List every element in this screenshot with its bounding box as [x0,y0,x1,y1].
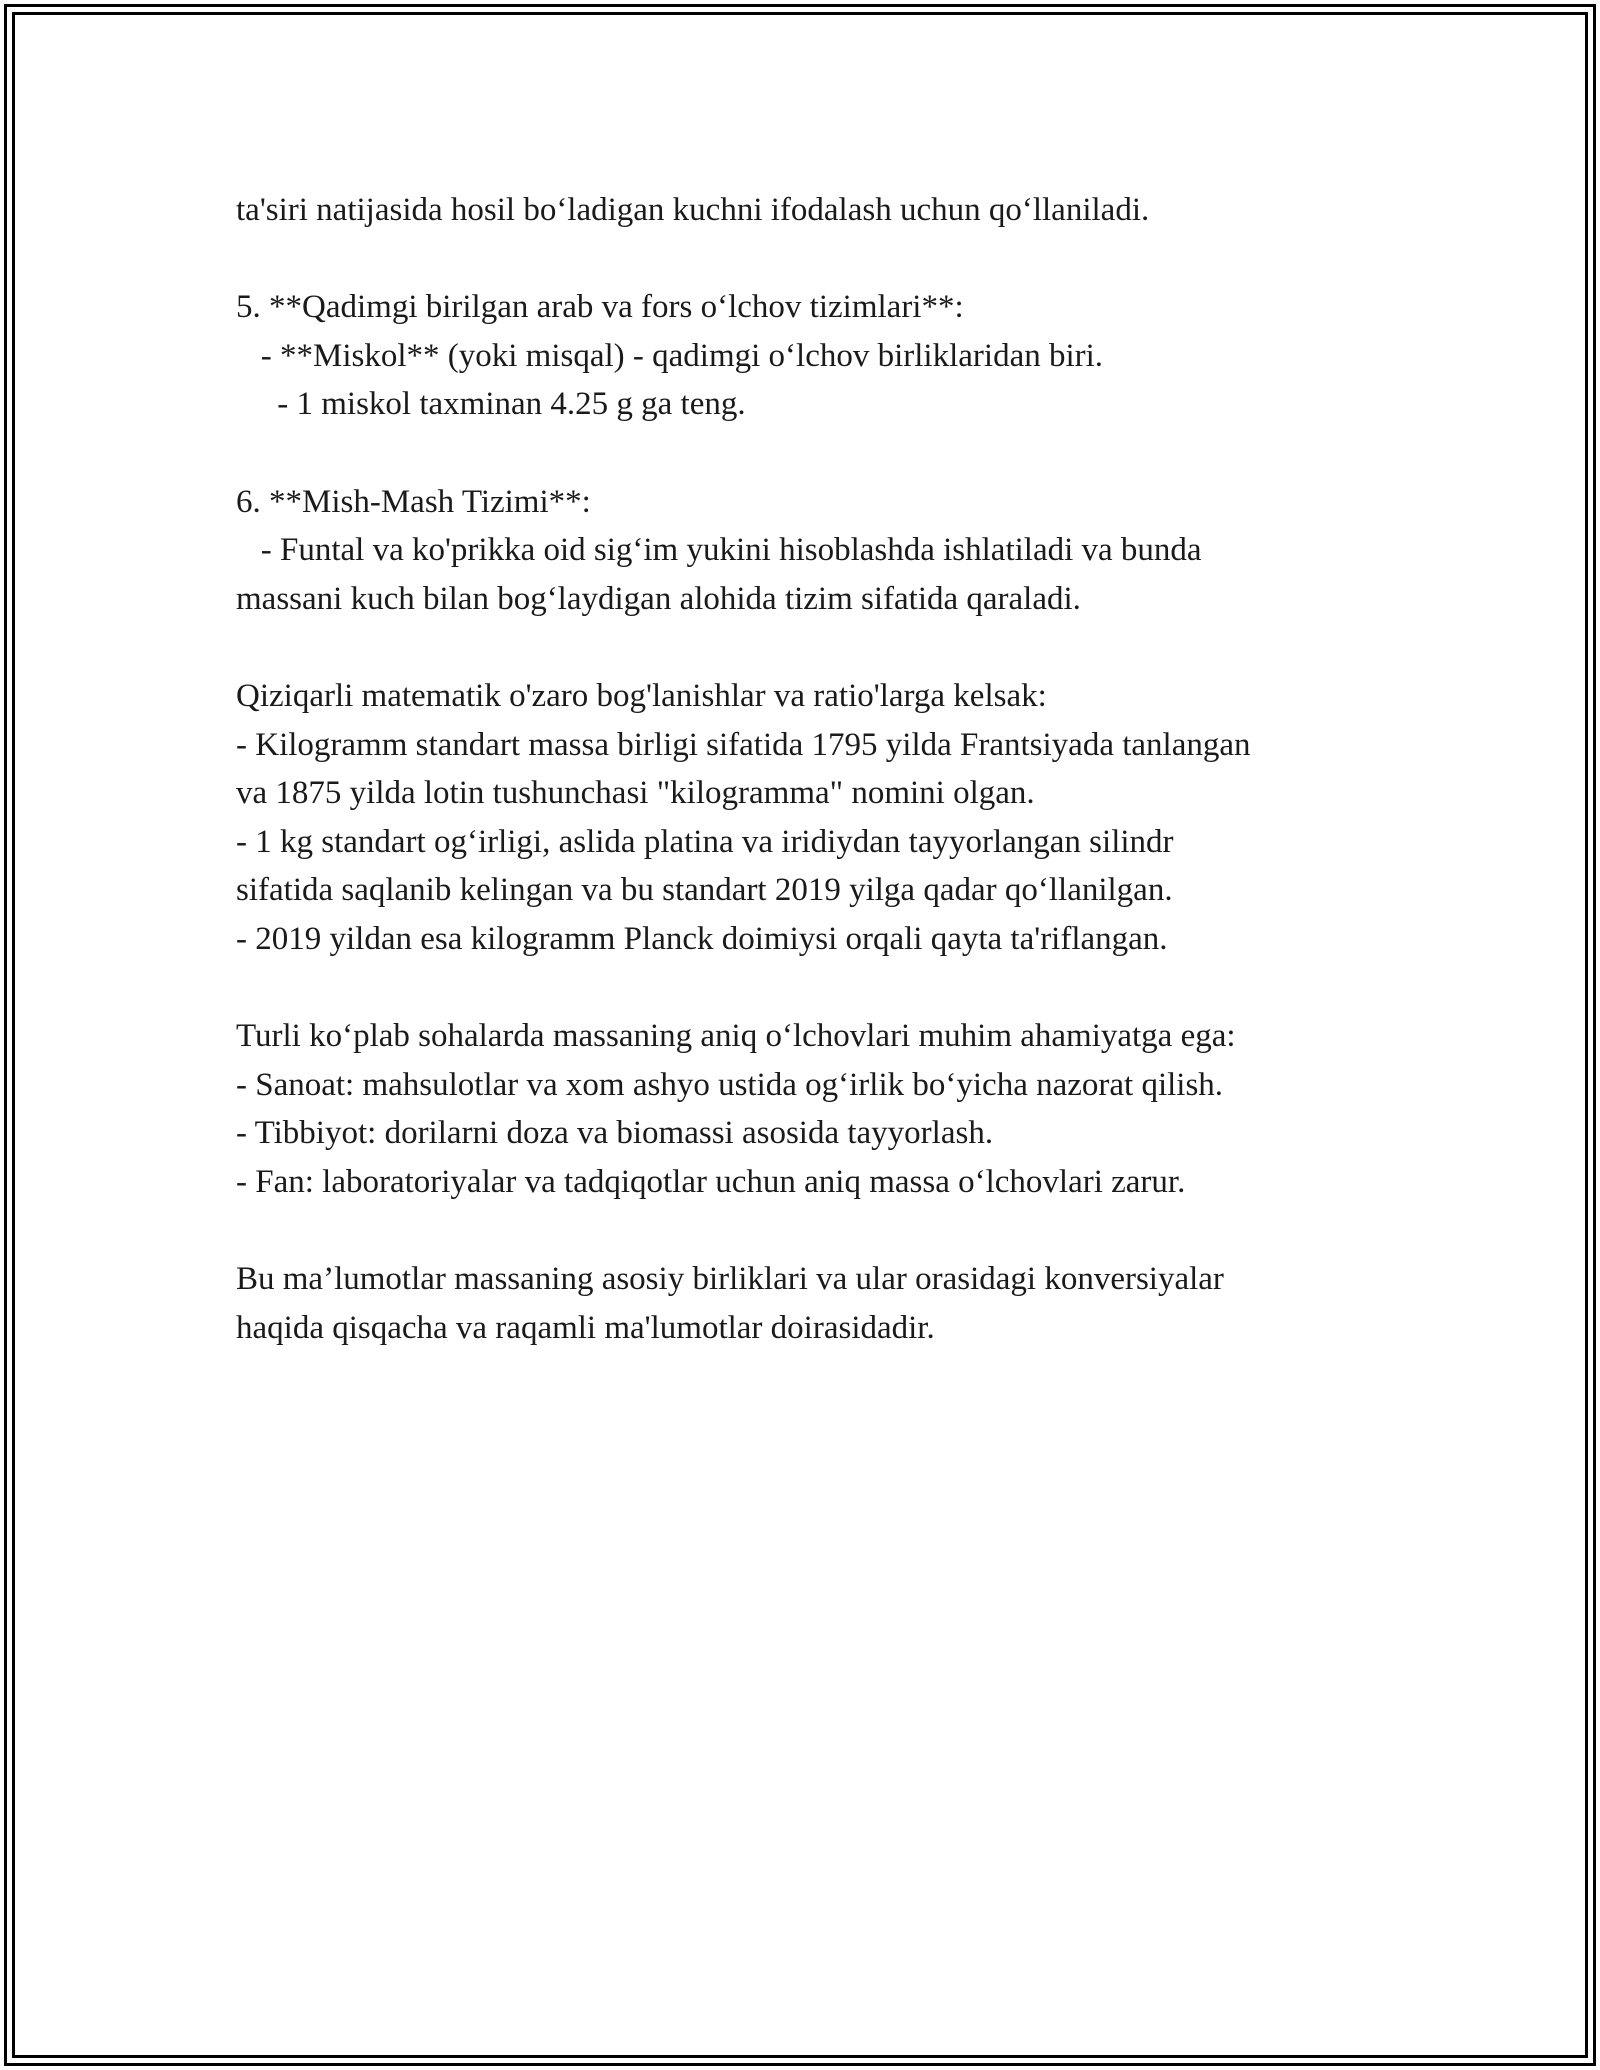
blank-line [236,623,1436,672]
blank-line [236,964,1436,1013]
paragraph-intro: Turli ko‘plab sohalarda massaning aniq o‘lchovlari muhim ahamiyatga ega: [236,1018,1236,1055]
list-item: - Kilogramm standart massa birligi sifatida 1795 yilda Frantsiyada tanlangan [236,726,1251,763]
blank-line [236,1206,1436,1255]
blank-line [236,429,1436,478]
section-heading-6: 6. **Mish-Mash Tizimi**: [236,483,591,520]
list-item: - Tibbiyot: dorilarni doza va biomassi asosida tayyorlash. [236,1115,994,1152]
conclusion-line: haqida qisqacha va raqamli ma'lumotlar doirasidadir. [236,1309,935,1346]
text-line: massani kuch bilan bog‘laydigan alohida tizim sifatida qaraladi. [236,580,1081,617]
text-line: sifatida saqlanib kelingan va bu standart 2019 yilga qadar qo‘llanilgan. [236,872,1173,909]
document-body [236,186,1436,1352]
list-item: - Fan: laboratoriyalar va tadqiqotlar uchun aniq massa o‘lchovlari zarur. [236,1163,1186,1200]
blank-line [236,235,1436,284]
list-item: - Sanoat: mahsulotlar va xom ashyo ustida og‘irlik bo‘yicha nazorat qilish. [236,1066,1224,1103]
conclusion-line: Bu ma’lumotlar massaning asosiy birliklari va ular orasidagi konversiyalar [236,1261,1224,1298]
list-item: - Funtal va ko'prikka oid sig‘im yukini hisoblashda ishlatiladi va bunda [236,532,1202,569]
list-item: - **Miskol** (yoki misqal) - qadimgi o‘lchov birliklaridan biri. [236,337,1104,374]
text-line: va 1875 yilda lotin tushunchasi "kilogramma" nomini olgan. [236,775,1035,812]
paragraph-intro: Qiziqarli matematik o'zaro bog'lanishlar va ratio'larga kelsak: [236,677,1047,714]
list-item: - 1 kg standart og‘irligi, aslida platina va iridiydan tayyorlangan silindr [236,823,1174,860]
list-item: - 2019 yildan esa kilogramm Planck doimiysi orqali qayta ta'riflangan. [236,920,1168,957]
list-subitem: - 1 miskol taxminan 4.25 g ga teng. [236,386,746,423]
section-heading-5: 5. **Qadimgi birilgan arab va fors o‘lchov tizimlari**: [236,289,964,326]
text-line: ta'siri natijasida hosil bo‘ladigan kuchni ifodalash uchun qo‘llaniladi. [236,192,1150,228]
